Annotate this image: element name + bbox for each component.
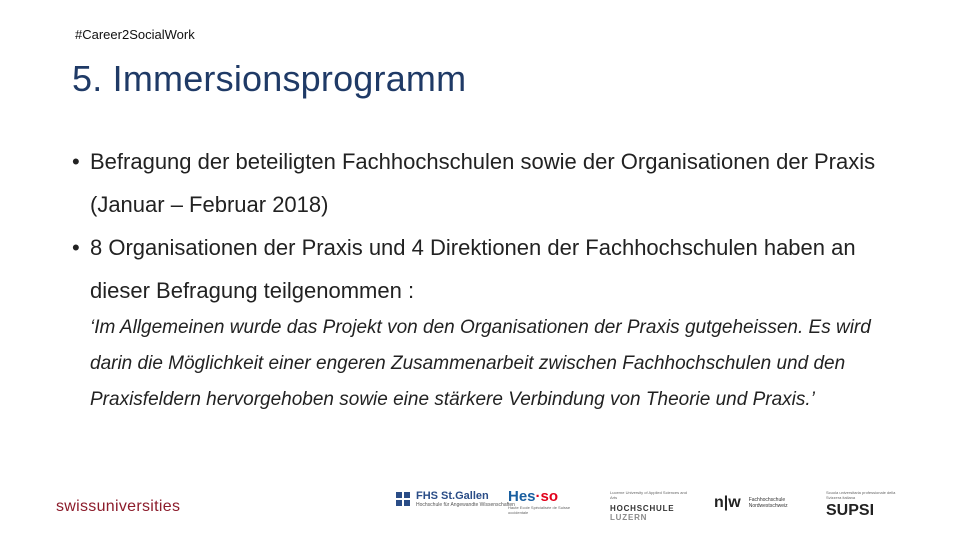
- bullet-item: [72, 140, 902, 226]
- fhnw-logo-text: Fachhochschule Nordwestschweiz: [748, 497, 788, 509]
- supsi-logo: [826, 490, 906, 520]
- hes-so-logo-title: [508, 488, 583, 505]
- hochschule-luzern-logo: [610, 490, 690, 522]
- luzern-logo-city-text: LUZERN: [610, 513, 648, 522]
- luzern-logo-small-text: Lucerne University of Applied Sciences and Arts: [610, 490, 687, 500]
- fhnw-logo: [714, 494, 797, 512]
- swissuniversities-logo: swissuniversities: [56, 498, 181, 515]
- partner-logos: [0, 484, 960, 540]
- bullet-item: [72, 226, 902, 312]
- bullet-marker: •: [72, 235, 80, 260]
- luzern-logo-main-text: HOCHSCHULE: [610, 504, 675, 513]
- survey-quote: ‘Im Allgemeinen wurde das Projekt von den Organisationen der Praxis gutgeheissen. Es wird darin die Möglichkeit einer engeren Zusammenarbeit zwischen Fachhochschulen und den Praxisfeldern hervorgehoben sowie eine stärkere Verbindung von Theorie und Praxis.’: [90, 317, 871, 410]
- fhs-logo-title: FHS St.Gallen: [416, 490, 489, 502]
- fhs-st-gallen-logo: [396, 490, 515, 508]
- fhs-logo-subtitle: Hochschule für Angewandte Wissenschaften: [416, 502, 515, 508]
- hes-so-title-so: ·so: [535, 488, 559, 505]
- bullet-marker: •: [72, 149, 80, 174]
- fhs-grid-icon: [396, 492, 410, 506]
- bullet-text: 8 Organisationen der Praxis und 4 Direktionen der Fachhochschulen haben an dieser Befragung teilgenommen :: [90, 235, 856, 303]
- slide-title: 5. Immersionsprogramm: [72, 58, 467, 99]
- hes-so-title-main: Hes: [508, 488, 536, 505]
- hes-so-logo: [508, 488, 583, 515]
- supsi-logo-small-text: Scuola universitaria professionale della Svizzera italiana: [826, 490, 896, 500]
- hashtag-label: #Career2SocialWork: [75, 27, 195, 42]
- fhnw-logo-mark: n|w: [714, 494, 741, 511]
- supsi-logo-main-text: SUPSI: [826, 502, 875, 519]
- bullet-list: [72, 140, 902, 418]
- bullet-text: Befragung der beteiligten Fachhochschulen sowie der Organisationen der Praxis (Januar – Februar 2018): [90, 149, 876, 217]
- hes-so-logo-subtitle: Haute Ecole Spécialisée de Suisse occidentale: [508, 505, 571, 515]
